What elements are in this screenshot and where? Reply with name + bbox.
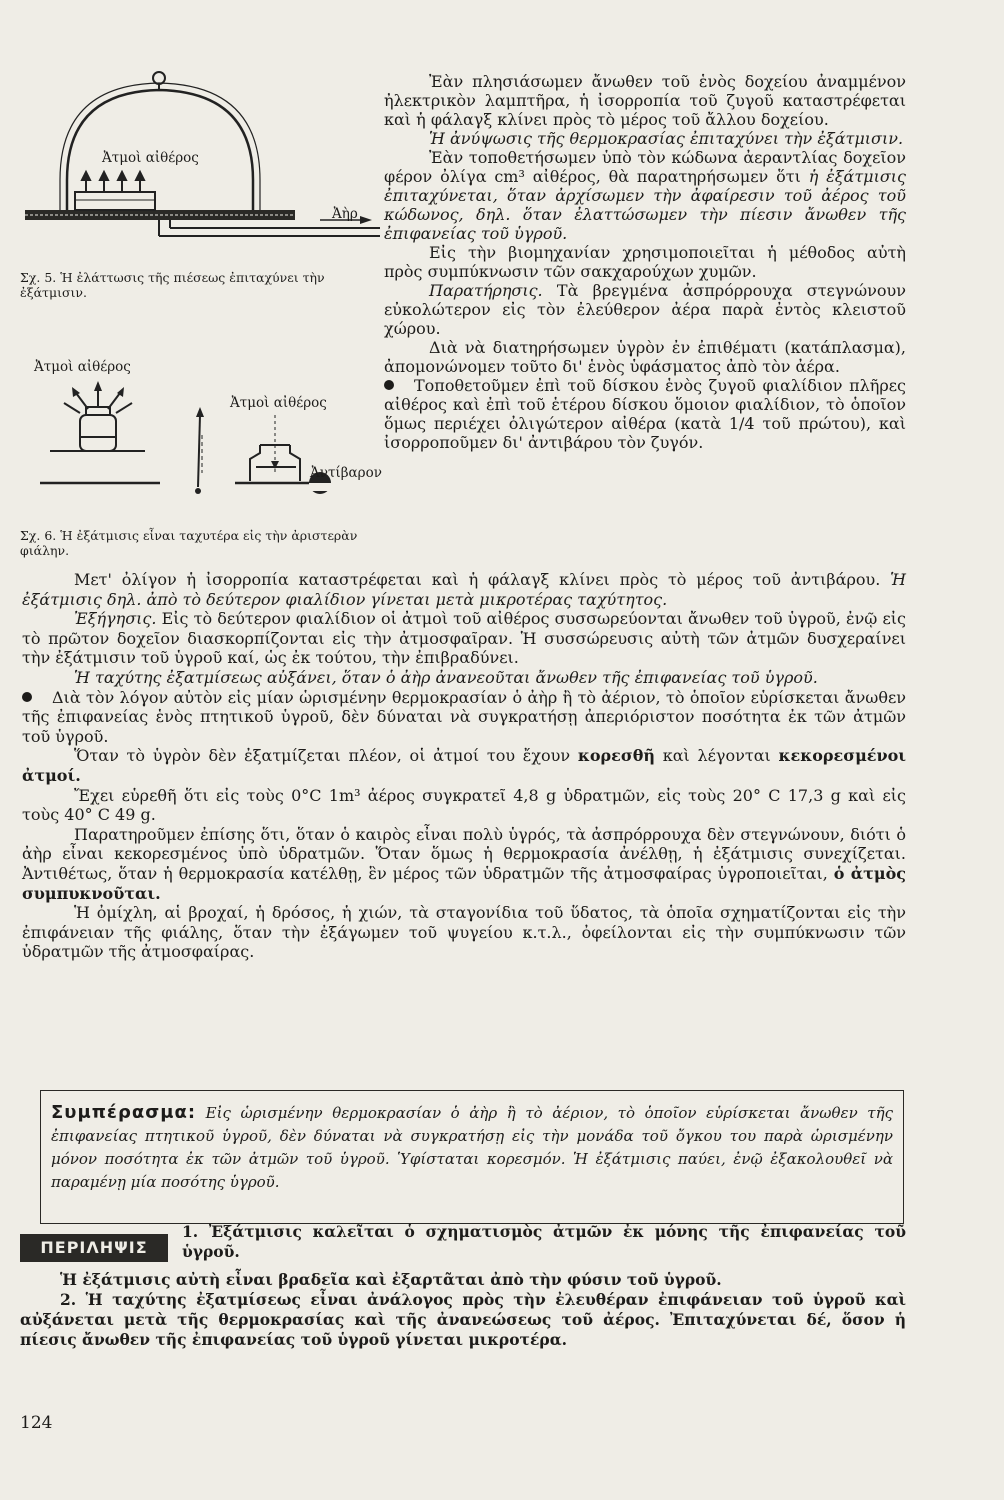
label-ether-vapors: Ἀτμοὶ αἰθέρος [102,150,199,166]
paragraph: Ἔχει εὑρεθῆ ὅτι εἰς τοὺς 0°C 1m³ ἀέρος συγκρατεῖ 4,8 g ὑδρατμῶν, εἰς τοὺς 20° C 17,3 g καὶ εἰς τοὺς 40° C 49 g. [22,785,906,825]
label-air: Ἀὴρ [332,206,358,222]
summary-badge: ΠΕΡΙΛΗΨΙΣ [20,1234,168,1262]
figure-5 [20,60,380,295]
summary-item-2: 2. Ἡ ταχύτης ἐξατμίσεως εἶναι ἀνάλογος πρὸς τὴν ἐλευθέραν ἐπιφάνειαν τοῦ ὑγροῦ καὶ αὐξάνεται μετὰ τῆς θερμοκρασίας καὶ τῆς ἀνανεώσεως τοῦ ἀέρος. Ἐπιταχύνεται δέ, ὅσον ἡ πίεσις ἄνωθεν τῆς ἐπιφανείας τοῦ ὑγροῦ γίνεται μικροτέρα. [20,1290,906,1349]
paragraph: Μετ' ὀλίγον ἡ ἰσορροπία καταστρέφεται καὶ ἡ φάλαγξ κλίνει πρὸς τὸ μέρος τοῦ ἀντιβάρου. Ἡ ἐξάτμισις δηλ. ἀπὸ τὸ δεύτερον φιαλίδιον γίνεται μετὰ μικροτέρας ταχύτητος. [22,570,906,609]
summary-item-1: 1. Ἐξάτμισις καλεῖται ὁ σχηματισμὸς ἀτμῶν ἐκ μόνης τῆς ἐπιφανείας τοῦ ὑγροῦ. [182,1222,906,1261]
paragraph-experiment: Τοποθετοῦμεν ἐπὶ τοῦ δίσκου ἑνὸς ζυγοῦ φιαλίδιον πλῆρες αἰθέρος καὶ ἐπὶ τοῦ ἑτέρου δίσκου ὅμοιον φιαλίδιον, τὸ ὁποῖον ὅμως περιέχει ὀλιγώτερον αἰθέρα (κατὰ 1/4 τοῦ πρώτου), καὶ ἰσορροποῦμεν δι' ἀντιβάρου τὸν ζυγόν. [384,376,906,452]
paragraph-italic: Ἡ ἀνύψωσις τῆς θερμοκρασίας ἐπιταχύνει τὴν ἐξάτμισιν. [429,129,904,148]
bullet-icon [384,380,394,390]
paragraph: Ἐὰν πλησιάσωμεν ἄνωθεν τοῦ ἑνὸς δοχείου ἀναμμένον ἠλεκτρικὸν λαμπτῆρα, ἡ ἰσορροπία τοῦ ζυγοῦ καταστρέφεται καὶ ἡ φάλαγξ κλίνει πρὸς τὸ μέρος τοῦ ἄλλου δοχείου. [384,72,906,129]
summary-rest [20,1270,906,1350]
conclusion-text: Εἰς ὡρισμένην θερμοκρασίαν ὁ ἀὴρ ἢ τὸ ἀέριον, τὸ ὁποῖον εὑρίσκεται ἄνωθεν τῆς ἐπιφανείας πτητικοῦ ὑγροῦ, δὲν δύναται νὰ συγκρατήσῃ εἰς τὴν μονάδα τοῦ ὄγκου του παρὰ ὡρισμένην μόνον ποσότητα ἐκ τῶν ἀτμῶν τοῦ ὑγροῦ. Ὑφίσταται κορεσμόν. Ἡ ἐξάτμισις παύει, ἐνῷ ἐξακολουθεῖ νὰ παραμένῃ μία ποσότης ὑγροῦ. [51,1104,893,1191]
paragraph: Ἡ ὀμίχλη, αἱ βροχαί, ἡ δρόσος, ἡ χιών, τὰ σταγονίδια τοῦ ὕδατος, τὰ ὁποῖα σχηματίζονται εἰς τὴν ἐπιφάνειαν τῆς φιάλης, ὅταν τὴν ἐξάγωμεν τοῦ ψυγείου κ.τ.λ., ὀφείλονται εἰς τὴν συμπύκνωσιν τῶν ὑδρατμῶν τῆς ἀτμοσφαίρας. [22,903,906,962]
paragraph: Ἐξήγησις. Εἰς τὸ δεύτερον φιαλίδιον οἱ ἀτμοὶ τοῦ αἰθέρος συσσωρεύονται ἄνωθεν τοῦ ὑγροῦ, ἐνῷ εἰς τὸ πρῶτον δοχεῖον διασκορπίζονται εἰς τὴν ἀτμοσφαῖραν. Ἡ συσσώρευσις αὐτὴ τῶν ἀτμῶν δυσχεραίνει τὴν ἐξάτμισιν τοῦ ὑγροῦ καί, ὡς ἐκ τούτου, τὴν ἐπιβραδύνει. [22,609,906,668]
paragraph: Εἰς τὴν βιομηχανίαν χρησιμοποιεῖται ἡ μέθοδος αὐτὴ πρὸς συμπύκνωσιν τῶν σακχαρούχων χυμῶν. [384,243,906,281]
paragraph: Διὰ νὰ διατηρήσωμεν ὑγρὸν ἐν ἐπιθέματι (κατάπλασμα), ἀπομονώνομεν τοῦτο δι' ἑνὸς ὑφάσματος ἀπὸ τὸν ἀέρα. [384,338,906,376]
summary-item-1b: Ἡ ἐξάτμισις αὐτὴ εἶναι βραδεῖα καὶ ἐξαρτᾶται ἀπὸ τὴν φύσιν τοῦ ὑγροῦ. [60,1270,722,1289]
conclusion-box [40,1090,904,1224]
conclusion-heading: Συμπέρασμα: [51,1102,197,1123]
paragraph: Διὰ τὸν λόγον αὐτὸν εἰς μίαν ὡρισμένην θερμοκρασίαν ὁ ἀὴρ ἢ τὸ ἀέριον, τὸ ὁποῖον εὑρίσκεται ἄνωθεν τῆς ἐπιφανείας ἑνὸς πτητικοῦ ὑγροῦ, δὲν δύναται νὰ συγκρατήσῃ ἀπεριόριστον ποσότητα ἐκ τῶν ἀτμῶν τοῦ ὑγροῦ. [22,687,906,746]
figure-5-caption: Σχ. 5. Ἡ ἐλάττωσις τῆς πιέσεως ἐπιταχύνει τὴν ἐξάτμισιν. [20,270,325,300]
paragraph: Ἐὰν τοποθετήσωμεν ὑπὸ τὸν κώδωνα ἀεραντλίας δοχεῖον φέρον ὀλίγα cm³ αἰθέρος, θὰ παρατηρήσωμεν ὅτι ἡ ἐξάτμισις ἐπιταχύνεται, ὅταν ἀρχίσωμεν τὴν ἀφαίρεσιν τοῦ ἀέρος τοῦ κώδωνος, δηλ. ὅταν ἐλαττώσωμεν τὴν πίεσιν ἄνωθεν τῆς ἐπιφανείας τοῦ ὑγροῦ. [384,148,907,243]
right-column-text [384,72,906,452]
figure-6 [20,355,390,520]
page-number: 124 [20,1413,53,1433]
bell-jar-diagram [20,60,380,295]
paragraph: Παρατηροῦμεν ἐπίσης ὅτι, ὅταν ὁ καιρὸς εἶναι πολὺ ὑγρός, τὰ ἀσπρόρρουχα δὲν στεγνώνουν, διότι ὁ ἀὴρ εἶναι κεκορεσμένος ὑπὸ ὑδρατμῶν. Ὅταν ὅμως ἡ θερμοκρασία ἀνέλθῃ, ἡ ἐξάτμισις συνεχίζεται. Ἀντιθέτως, ὅταν ἡ θερμοκρασία κατέλθῃ, ἓν μέρος τῶν ὑδρατμῶν τῆς ἀτμοσφαίρας ὑγροποιεῖται, ὁ ἀτμὸς συμπυκνοῦται. [22,824,906,903]
paragraph-italic: Ἡ ταχύτης ἐξατμίσεως αὐξάνει, ὅταν ὁ ἀὴρ ἀνανεοῦται ἄνωθεν τῆς ἐπιφανείας τοῦ ὑγροῦ. [74,667,818,687]
label-counterweight: Ἀντίβαρον [310,465,382,481]
label-ether-vapors-right: Ἀτμοὶ αἰθέρος [230,395,327,411]
paragraph: Ὅταν τὸ ὑγρὸν δὲν ἐξατμίζεται πλέον, οἱ ἀτμοί του ἔχουν κορεσθῆ καὶ λέγονται κεκορεσμένοι ἀτμοί. [22,746,907,785]
bullet-icon [22,692,32,702]
two-vials-diagram [20,355,390,520]
full-width-text [22,570,906,962]
figure-6-caption: Σχ. 6. Ἡ ἐξάτμισις εἶναι ταχυτέρα εἰς τὴν ἀριστερὰν φιάλην. [20,528,358,558]
paragraph: Παρατήρησις. Τὰ βρεγμένα ἀσπρόρρουχα στεγνώνουν εὐκολώτερον εἰς τὸν ἐλεύθερον ἀέρα παρὰ ἐντὸς κλειστοῦ χώρου. [384,281,906,338]
label-ether-vapors-left: Ἀτμοὶ αἰθέρος [34,359,131,375]
